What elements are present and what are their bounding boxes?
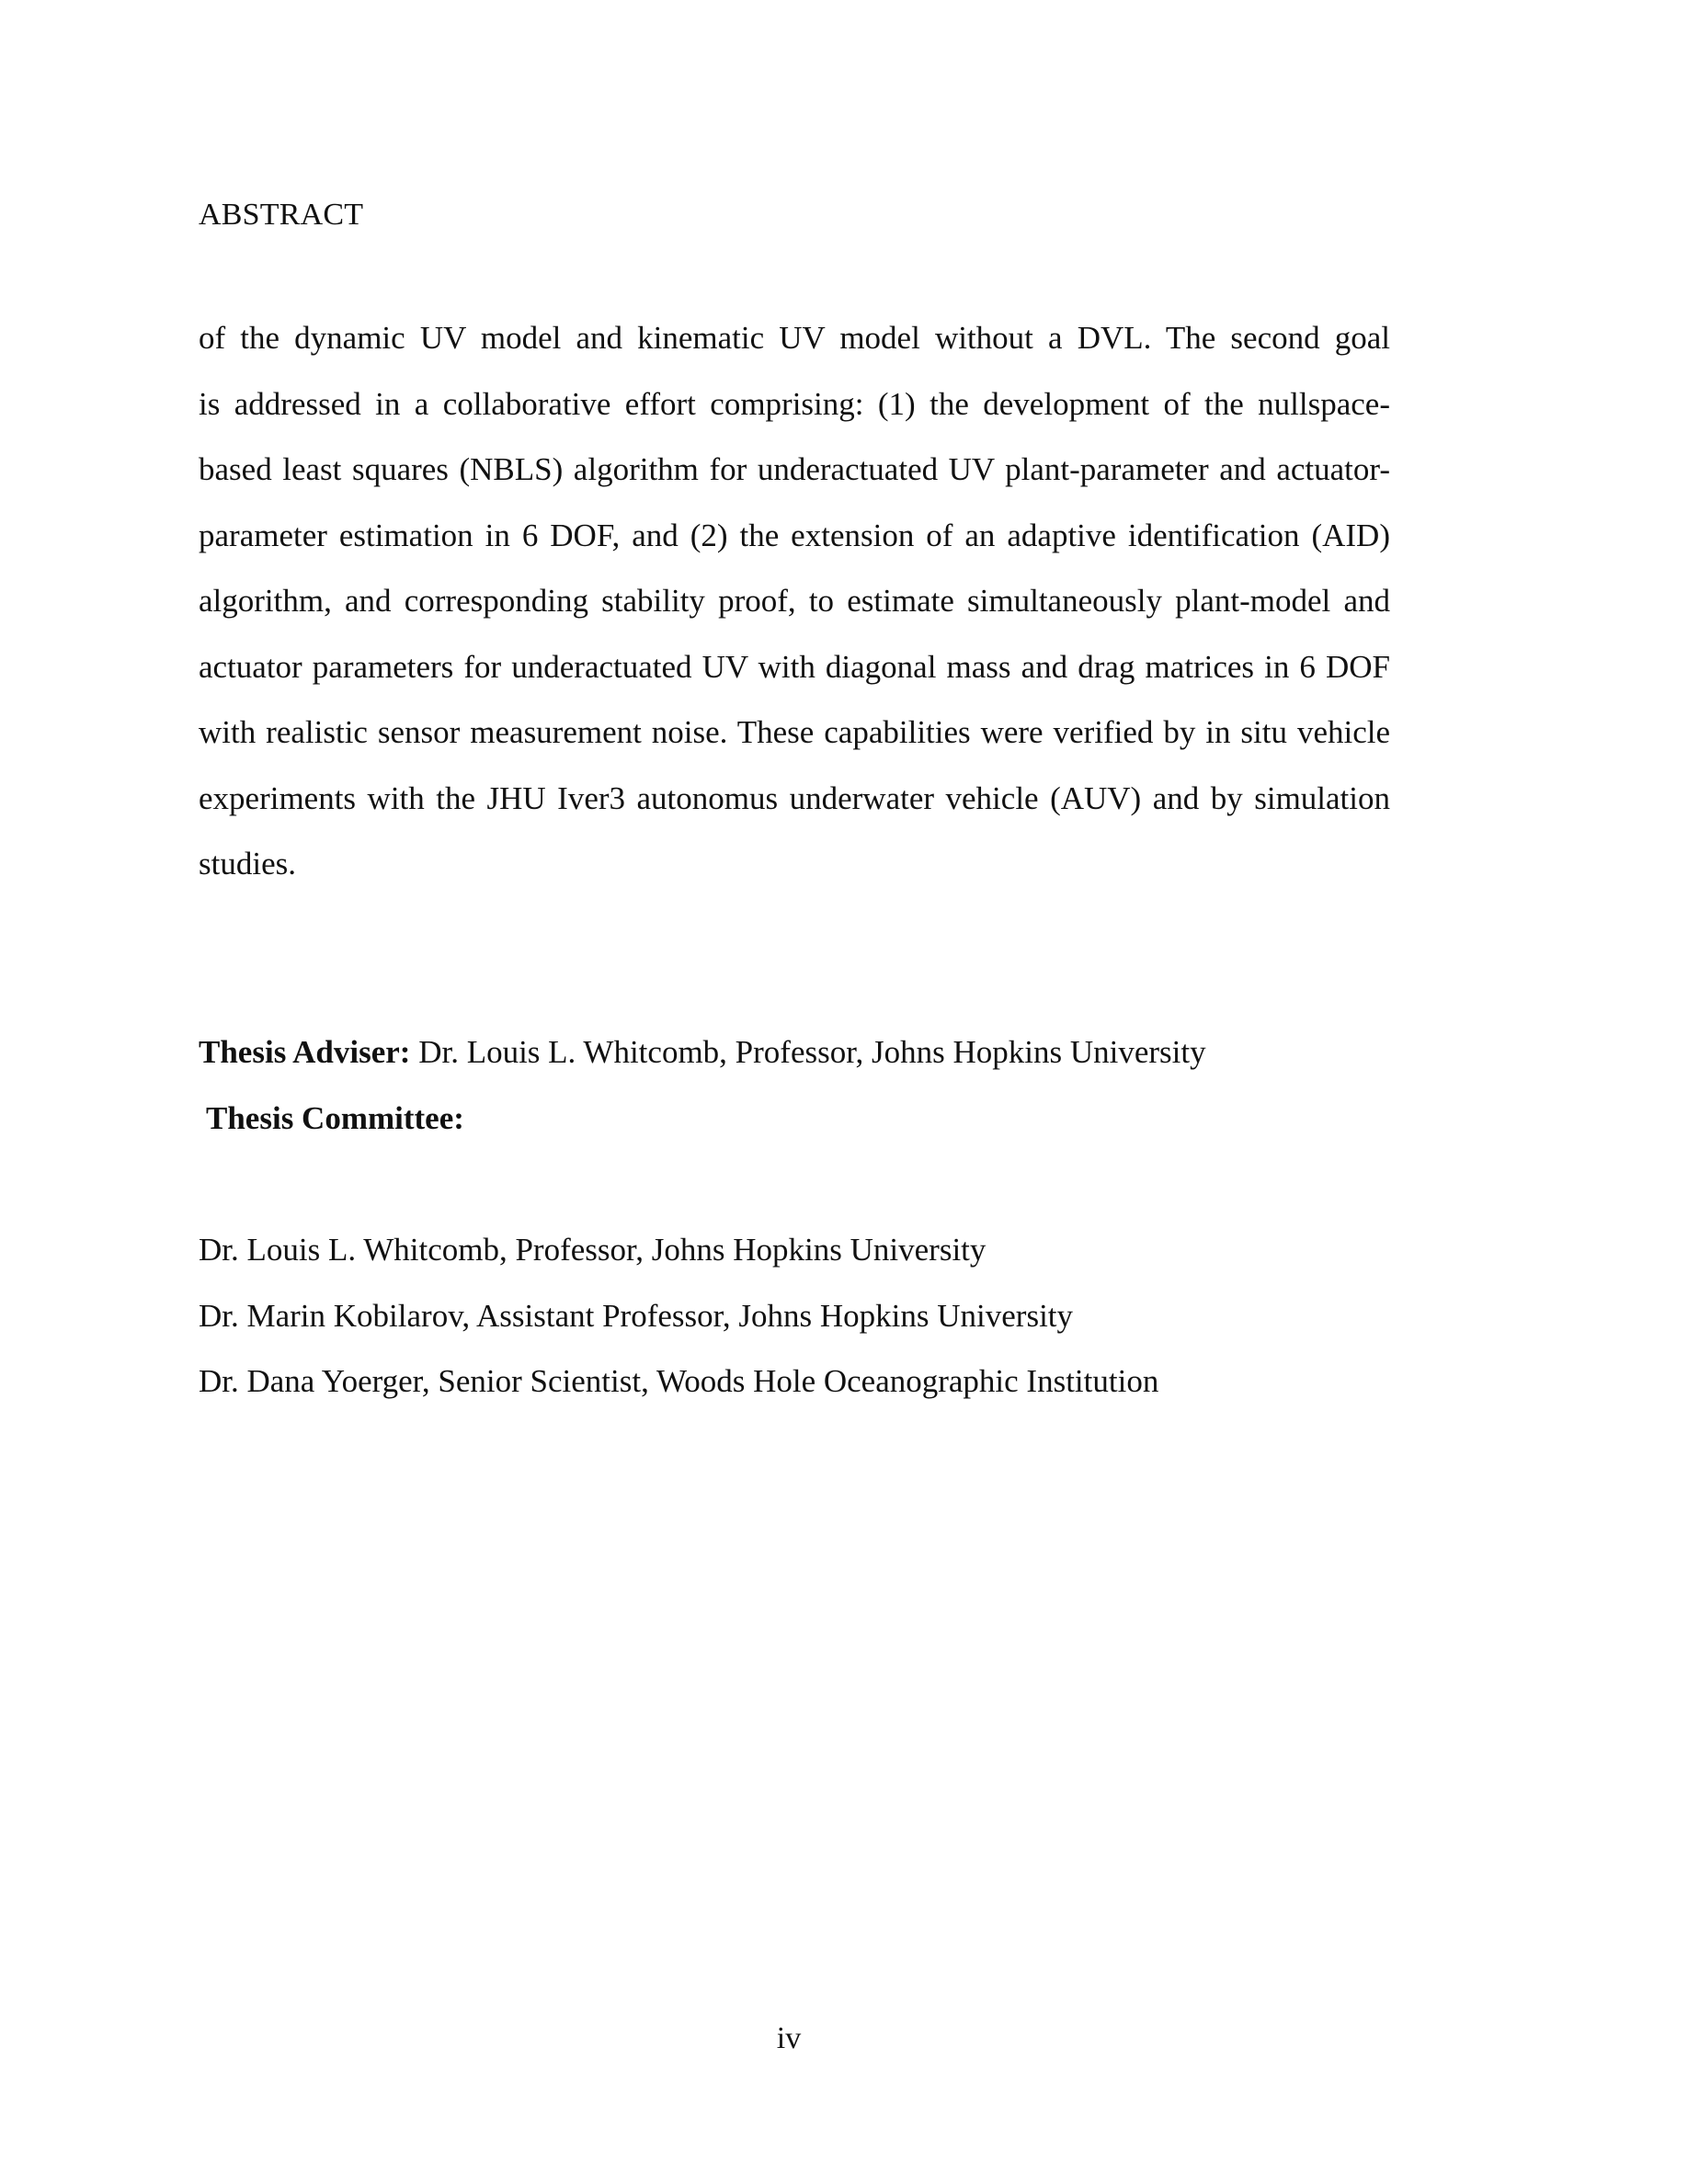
abstract-line: parameter estimation in 6 DOF, and (2) the extension of an adaptive identification (AID): [199, 517, 1390, 553]
abstract-line: based least squares (NBLS) algorithm for underactuated UV plant-parameter and actuator-: [199, 451, 1390, 487]
committee-member-list: [199, 1217, 1158, 1415]
page-number: iv: [776, 2021, 802, 2055]
abstract-line: algorithm, and corresponding stability proof, to estimate simultaneously plant-model and: [199, 583, 1390, 619]
committee-member: Dr. Dana Yoerger, Senior Scientist, Woods Hole Oceanographic Institution: [199, 1363, 1159, 1399]
thesis-adviser-value: Dr. Louis L. Whitcomb, Professor, Johns Hopkins University: [418, 1034, 1206, 1070]
abstract-line: actuator parameters for underactuated UV with diagonal mass and drag matrices in 6 DOF: [199, 648, 1390, 685]
abstract-line: is addressed in a collaborative effort comprising: (1) the development of the nullspace-: [199, 385, 1390, 422]
abstract-line: with realistic sensor measurement noise. These capabilities were verified by in situ vehicle: [199, 714, 1390, 750]
abstract-line: of the dynamic UV model and kinematic UV model without a DVL. The second goal: [199, 320, 1390, 356]
thesis-committee-label: Thesis Committee:: [206, 1100, 464, 1136]
abstract-line: studies.: [199, 846, 296, 882]
thesis-adviser-label: Thesis Adviser:: [199, 1034, 411, 1070]
abstract-body: [199, 305, 1390, 897]
thesis-adviser: [199, 1033, 1206, 1072]
abstract-line: experiments with the JHU Iver3 autonomus underwater vehicle (AUV) and by simulation: [199, 779, 1390, 816]
committee-member: Dr. Louis L. Whitcomb, Professor, Johns Hopkins University: [199, 1232, 987, 1268]
section-title: ABSTRACT: [199, 198, 364, 232]
committee-member: Dr. Marin Kobilarov, Assistant Professor, Johns Hopkins University: [199, 1297, 1074, 1334]
